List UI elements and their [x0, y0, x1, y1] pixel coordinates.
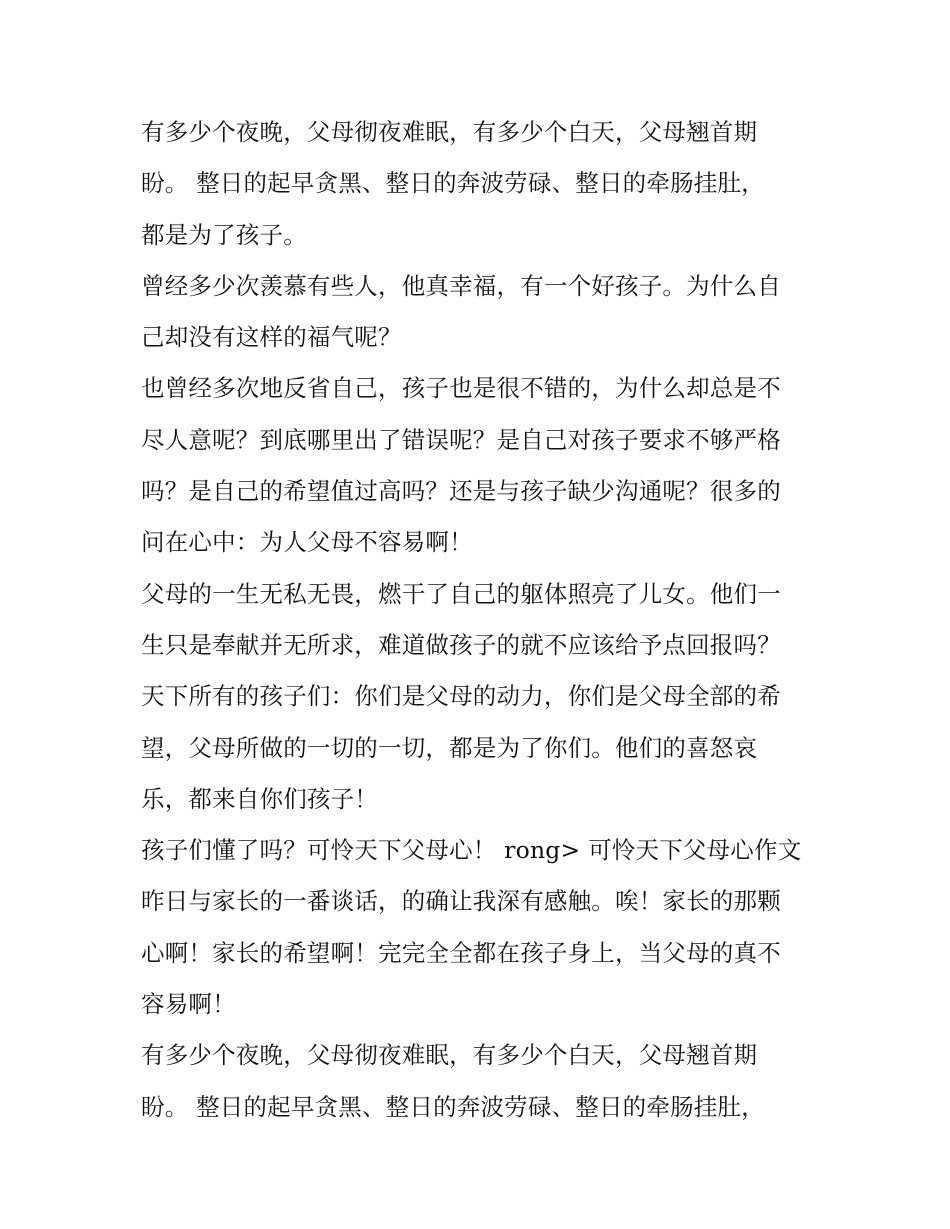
text-line: 尽人意呢？到底哪里出了错误呢？是自己对孩子要求不够严格: [141, 425, 781, 454]
text-line: 己却没有这样的福气呢？: [141, 323, 402, 352]
text-line: 生只是奉献并无所求，难道做孩子的就不应该给予点回报吗？: [141, 630, 781, 659]
text-line: 容易啊！: [141, 990, 236, 1019]
text-line: 昨日与家长的一番谈话，的确让我深有感触。唉！家长的那颗: [141, 887, 781, 916]
text-line: 盼。 整日的起早贪黑、整日的奔波劳碌、整日的牵肠挂肚，: [141, 1092, 765, 1121]
text-line: 盼。 整日的起早贪黑、整日的奔波劳碌、整日的牵肠挂肚，: [141, 169, 765, 198]
text-line: 天下所有的孩子们：你们是父母的动力，你们是父母全部的希: [141, 682, 781, 711]
text-line: 也曾经多次地反省自己，孩子也是很不错的，为什么却总是不: [141, 374, 781, 403]
text-line: 乐，都来自你们孩子！: [141, 784, 378, 813]
text-line: 父母的一生无私无畏，燃干了自己的躯体照亮了儿女。他们一: [141, 579, 781, 608]
document-body: [141, 107, 821, 1133]
text-line: 有多少个夜晚，父母彻夜难眠，有多少个白天，父母翘首期: [141, 1041, 758, 1070]
text-line: 望，父母所做的一切的一切，都是为了你们。他们的喜怒哀: [141, 733, 758, 762]
text-line: 吗？是自己的希望值过高吗？还是与孩子缺少沟通呢？很多的: [141, 477, 781, 506]
text-line: 都是为了孩子。: [141, 220, 307, 249]
text-line: 曾经多少次羡慕有些人，他真幸福，有一个好孩子。为什么自: [141, 271, 781, 300]
text-line: 心啊！家长的希望啊！完完全全都在孩子身上，当父母的真不: [141, 938, 781, 967]
text-line: 问在心中：为人父母不容易啊！: [141, 528, 473, 557]
text-line: 有多少个夜晚，父母彻夜难眠，有多少个白天，父母翘首期: [141, 118, 758, 146]
text-line: 孩子们懂了吗？可怜天下父母心！ rong> 可怜天下父母心作文: [141, 836, 802, 865]
